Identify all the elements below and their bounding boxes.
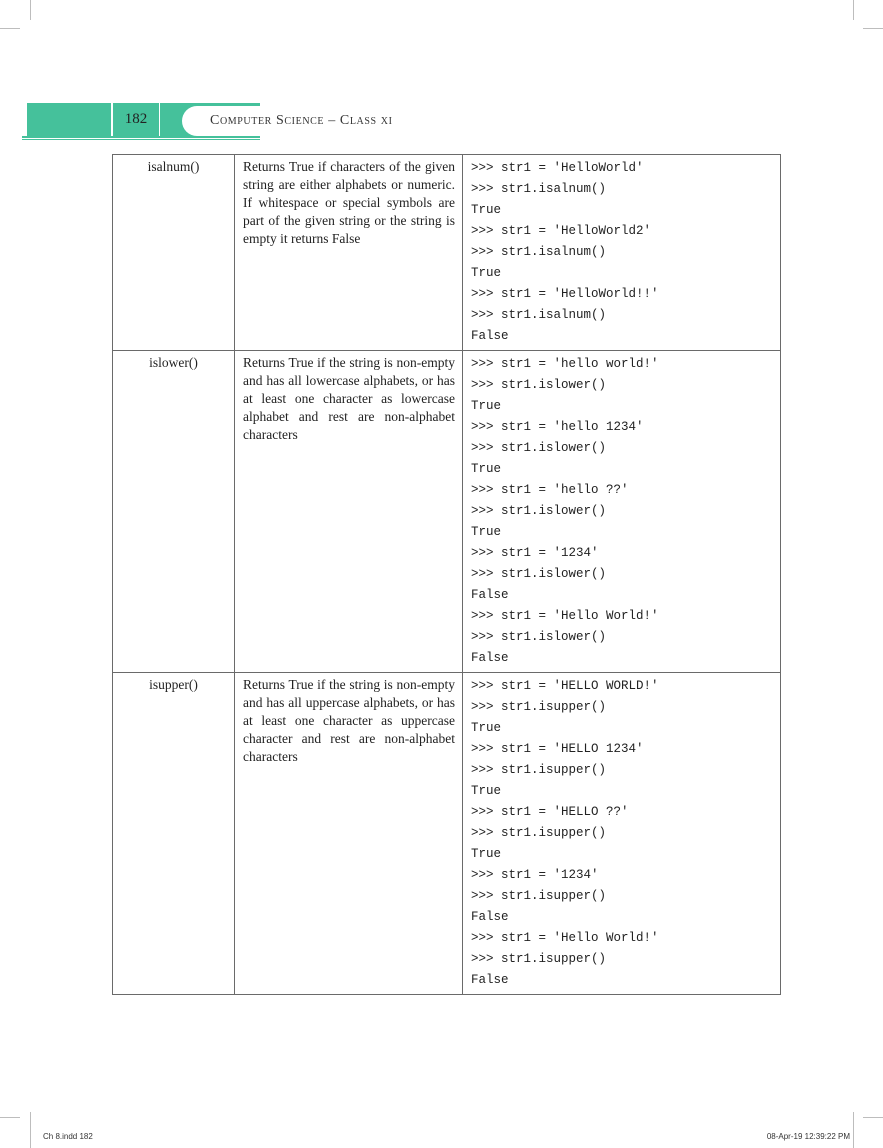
- code-line: >>> str1 = 'Hello World!': [471, 609, 659, 623]
- code-line: True: [471, 784, 502, 798]
- crop-mark: [863, 1117, 883, 1118]
- code-line: >>> str1 = '1234': [471, 546, 599, 560]
- code-line: >>> str1.islower(): [471, 567, 607, 581]
- code-line: >>> str1.isupper(): [471, 700, 607, 714]
- description-cell: [235, 673, 463, 995]
- code-line: True: [471, 399, 502, 413]
- table-row: [113, 155, 781, 351]
- crop-mark: [853, 0, 854, 20]
- code-line: >>> str1.islower(): [471, 630, 607, 644]
- code-line: >>> str1 = 'HELLO 1234': [471, 742, 644, 756]
- code-line: False: [471, 973, 509, 987]
- code-line: >>> str1 = 'HelloWorld': [471, 161, 644, 175]
- function-description: Returns True if the string is non-empty and has all uppercase alphabets, or has at least one character as uppercase character and rest are non-alphabet characters: [243, 677, 455, 764]
- code-line: >>> str1.isupper(): [471, 826, 607, 840]
- crop-mark: [853, 1112, 854, 1148]
- function-description: Returns True if the string is non-empty and has all lowercase alphabets, or has at least one character as lowercase alphabet and rest are non-alphabet characters: [243, 355, 455, 442]
- code-line: >>> str1.isalnum(): [471, 182, 607, 196]
- code-line: >>> str1.islower(): [471, 441, 607, 455]
- crop-mark: [30, 0, 31, 20]
- description-cell: [235, 351, 463, 673]
- header-accent-bar: [27, 103, 111, 136]
- code-line: False: [471, 910, 509, 924]
- function-cell: [113, 673, 235, 995]
- function-name: islower(): [149, 355, 198, 370]
- code-line: False: [471, 588, 509, 602]
- code-line: True: [471, 266, 502, 280]
- header-rule: [22, 136, 260, 138]
- code-line: >>> str1.isupper(): [471, 763, 607, 777]
- code-line: True: [471, 847, 502, 861]
- code-line: True: [471, 721, 502, 735]
- code-line: True: [471, 525, 502, 539]
- crop-mark: [0, 28, 20, 29]
- code-line: >>> str1 = '1234': [471, 868, 599, 882]
- code-line: False: [471, 329, 509, 343]
- table-row: [113, 351, 781, 673]
- code-line: >>> str1 = 'HelloWorld2': [471, 224, 652, 238]
- code-line: >>> str1.isalnum(): [471, 308, 607, 322]
- code-line: >>> str1 = 'HELLO ??': [471, 805, 629, 819]
- page-number: 182: [113, 103, 159, 136]
- code-line: >>> str1 = 'hello world!': [471, 357, 659, 371]
- code-line: >>> str1.isupper(): [471, 952, 607, 966]
- code-line: >>> str1.islower(): [471, 504, 607, 518]
- description-cell: [235, 155, 463, 351]
- crop-mark: [0, 1117, 20, 1118]
- code-line: >>> str1 = 'hello ??': [471, 483, 629, 497]
- code-line: >>> str1.islower(): [471, 378, 607, 392]
- code-line: True: [471, 203, 502, 217]
- code-example: [463, 673, 780, 994]
- code-line: >>> str1 = 'HelloWorld!!': [471, 287, 659, 301]
- function-name: isupper(): [149, 677, 198, 692]
- example-cell: [463, 155, 781, 351]
- function-cell: [113, 351, 235, 673]
- crop-mark: [30, 1112, 31, 1148]
- code-line: >>> str1 = 'Hello World!': [471, 931, 659, 945]
- header-rule: [22, 139, 260, 140]
- code-line: >>> str1.isalnum(): [471, 245, 607, 259]
- code-example: [463, 351, 780, 672]
- example-cell: [463, 673, 781, 995]
- running-title: Computer Science – Class xi: [210, 113, 393, 128]
- function-name: isalnum(): [147, 159, 200, 174]
- table-row: [113, 673, 781, 995]
- code-example: [463, 155, 780, 350]
- code-line: True: [471, 462, 502, 476]
- code-line: False: [471, 651, 509, 665]
- code-line: >>> str1 = 'hello 1234': [471, 420, 644, 434]
- code-line: >>> str1.isupper(): [471, 889, 607, 903]
- code-line: >>> str1 = 'HELLO WORLD!': [471, 679, 659, 693]
- footer-file-info: Ch 8.indd 182: [43, 1132, 93, 1141]
- footer-timestamp: 08-Apr-19 12:39:22 PM: [766, 1132, 850, 1141]
- crop-mark: [863, 28, 883, 29]
- example-cell: [463, 351, 781, 673]
- function-cell: [113, 155, 235, 351]
- string-methods-table: [112, 154, 781, 995]
- function-description: Returns True if characters of the given string are either alphabets or numeric. If whitespace or special symbols are part of the given string or the string is empty it returns False: [243, 159, 455, 246]
